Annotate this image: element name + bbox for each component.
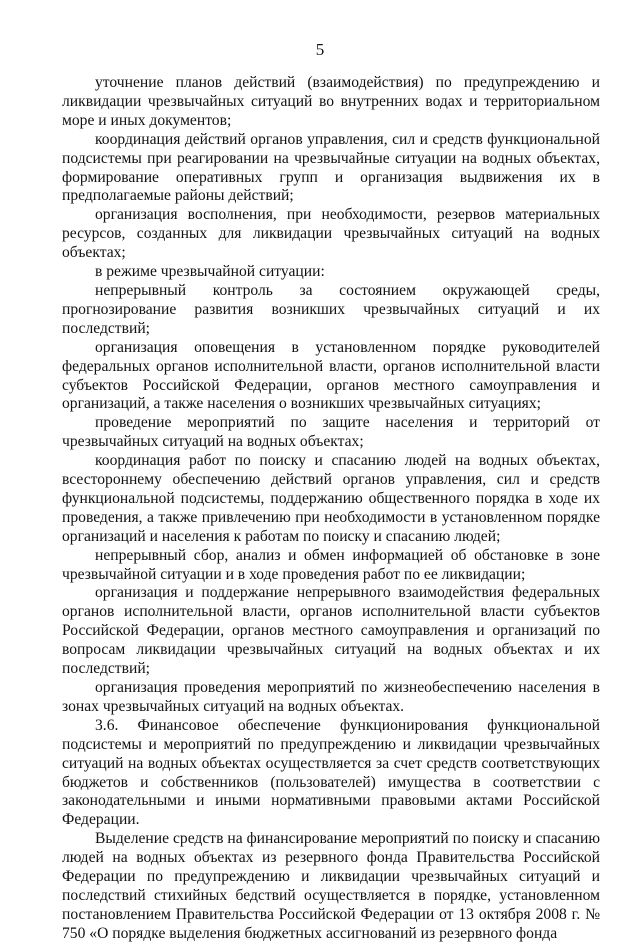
paragraph: непрерывный сбор, анализ и обмен информацией об обстановке в зоне чрезвычайной ситуации и в ходе проведения работ по ее ликвидации;	[62, 546, 600, 583]
paragraph: 3.6. Финансовое обеспечение функционирования функциональной подсистемы и мероприятий по предупреждению и ликвидации чрезвычайных ситуаций на водных объектах осуществляется за счет средств соответствующих бюджетов и собственников (пользователей) имущества в соответствии с законодательными и иными нормативными правовыми актами Российской Федерации.	[62, 716, 600, 829]
paragraph: организация восполнения, при необходимости, резервов материальных ресурсов, созданных для ликвидации чрезвычайных ситуаций на водных объектах;	[62, 206, 600, 262]
paragraph: организация и поддержание непрерывного взаимодействия федеральных органов исполнительной власти, органов исполнительной власти субъектов Российской Федерации, органов местного самоуправления и организаций по вопросам ликвидации чрезвычайных ситуаций на водных объектах и их последствий;	[62, 584, 600, 678]
paragraph: организация оповещения в установленном порядке руководителей федеральных органов исполнительной власти, органов исполнительной власти субъектов Российской Федерации, органов местного самоуправления и организаций, а также населения о возникших чрезвычайных ситуациях;	[62, 338, 600, 413]
paragraph: организация проведения мероприятий по жизнеобеспечению населения в зонах чрезвычайных ситуаций на водных объектах.	[62, 679, 600, 715]
paragraph: координация действий органов управления, сил и средств функциональной подсистемы при реагировании на чрезвычайные ситуации на водных объектах, формирование оперативных групп и организация выдвижения их в предполагаемые районы действий;	[62, 130, 600, 205]
paragraph: проведение мероприятий по защите населения и территорий от чрезвычайных ситуаций на водных объектах;	[62, 414, 600, 451]
document-body	[62, 74, 600, 944]
page-number: 5	[315, 40, 325, 59]
paragraph: уточнение планов действий (взаимодействия) по предупреждению и ликвидации чрезвычайных ситуаций во внутренних водах и территориальном море и иных документов;	[62, 74, 600, 129]
paragraph: координация работ по поиску и спасанию людей на водных объектах, всестороннему обеспечению действий органов управления, сил и средств функциональной подсистемы, поддержанию общественного порядка в ходе их проведения, а также привлечению при необходимости в установленном порядке организаций и населения к работам по поиску и спасанию людей;	[62, 452, 600, 545]
paragraph: в режиме чрезвычайной ситуации:	[95, 263, 325, 281]
paragraph: Выделение средств на финансирование мероприятий по поиску и спасанию людей на водных объектах из резервного фонда Правительства Российской Федерации по предупреждению и ликвидации чрезвычайных ситуаций и последствий стихийных бедствий осуществляется в порядке, установленном постановлением Правительства Российской Федерации от 13 октября 2008 г. № 750 «О порядке выделения бюджетных ассигнований из резервного фонда	[62, 830, 600, 942]
paragraph: непрерывный контроль за состоянием окружающей среды, прогнозирование развития возникших чрезвычайных ситуаций и их последствий;	[62, 281, 600, 337]
